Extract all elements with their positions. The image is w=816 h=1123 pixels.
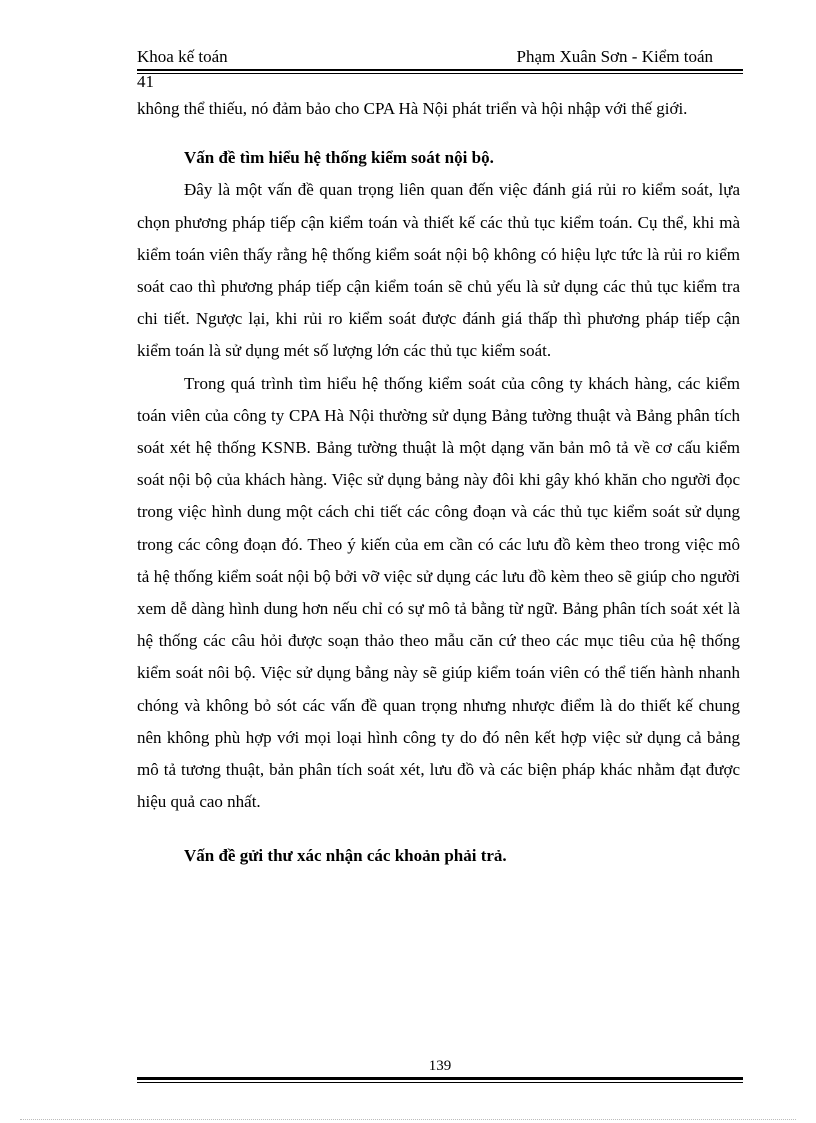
page-body <box>137 93 740 873</box>
header-page-mark: 41 <box>137 72 154 91</box>
paragraph-internal-control: Đây là một vấn đề quan trọng liên quan đến việc đánh giá rủi ro kiểm soát, lựa chọn phương pháp tiếp cận kiểm toán và thiết kế các thủ tục kiểm toán. Cụ thể, khi mà kiểm toán viên thấy rằng hệ thống kiểm soát nội bộ không có hiệu lực tức là rủi ro kiểm soát cao thì phương pháp tiếp cận kiểm toán sẽ chủ yếu là sử dụng các thủ tục kiểm tra chi tiết. Ngược lại, khi rủi ro kiểm soát được đánh giá thấp thì phương pháp tiếp cận kiểm toán là sử dụng mét số lượng lớn các thủ tục kiểm soát. <box>137 180 740 361</box>
header-department: Khoa kế toán <box>137 47 228 66</box>
page-edge-divider <box>20 1119 796 1120</box>
header-rule-thin <box>137 73 743 74</box>
header-rule <box>137 69 743 71</box>
page-number: 139 <box>428 1058 452 1074</box>
continued-paragraph: không thể thiếu, nó đảm bảo cho CPA Hà Nội phát triển và hội nhập với thế giới. <box>137 99 688 118</box>
paragraph-control-tools: Trong quá trình tìm hiểu hệ thống kiểm soát của công ty khách hàng, các kiểm toán viên của công ty CPA Hà Nội thường sử dụng Bảng tường thuật và Bảng phân tích soát xét hệ thống KSNB. Bảng tường thuật là một dạng văn bản mô tả về cơ cấu kiểm soát nội bộ của khách hàng. Việc sử dụng bảng này đôi khi gây khó khăn cho người đọc trong việc hình dung một cách chi tiết các công đoạn và các thủ tục kiểm soát sử dụng trong các công đoạn đó. Theo ý kiến của em cần có các lưu đồ kèm theo trong việc mô tả hệ thống kiểm soát nội bộ bởi vỡ việc sử dụng các lưu đồ kèm theo sẽ giúp cho người xem dễ dàng hình dung hơn nếu chỉ có sự mô tả bằng từ ngữ. Bảng phân tích soát xét là hệ thống các câu hỏi được soạn thảo theo mẫu căn cứ theo các mục tiêu của hệ thống kiểm soát nôi bộ. Việc sử dụng bẳng này sẽ giúp kiểm toán viên có thể tiến hành nhanh chóng và không bỏ sót các vấn đề quan trọng nhưng nhược điểm là do thiết kế chung nên không phù hợp với mọi loại hình công ty do đó nên kết hợp việc sử dụng cả bảng mô tả tương thuật, bản phân tích soát xét, lưu đồ và các biện pháp khác nhằm đạt được hiệu quả cao nhất. <box>137 373 740 812</box>
section-heading-confirmations: Vấn đề gửi thư xác nhận các khoản phải trả. <box>184 846 507 866</box>
footer-rule-thin <box>137 1082 743 1083</box>
header-author: Phạm Xuân Sơn - Kiểm toán <box>516 47 713 66</box>
footer-rule <box>137 1077 743 1080</box>
page-header <box>137 47 743 71</box>
section-heading-internal-control: Vấn đề tìm hiểu hệ thống kiểm soát nội bộ. <box>184 148 494 168</box>
